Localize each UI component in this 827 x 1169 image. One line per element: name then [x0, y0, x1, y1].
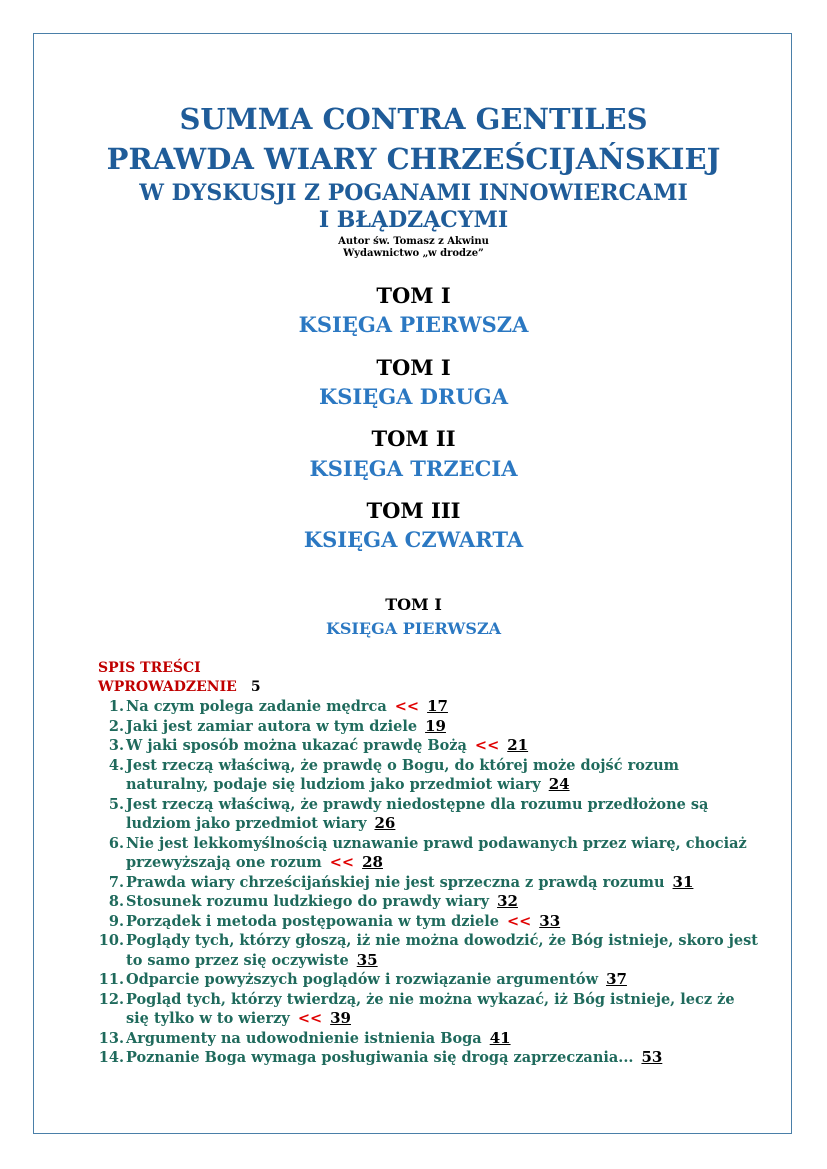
toc-item-title: Prawda wiary chrześcijańskiej nie jest sprzeczna z prawdą rozumu: [126, 873, 665, 891]
toc-item-title: W jaki sposób można ukazać prawdę Bożą: [126, 737, 467, 754]
toc-item[interactable]: [98, 756, 758, 795]
toc-item-title: Porządek i metoda postępowania w tym dziele: [126, 912, 499, 930]
toc-item-page-link[interactable]: 31: [672, 872, 694, 891]
toc-item[interactable]: [98, 892, 758, 912]
toc-item[interactable]: [98, 736, 758, 756]
toc-item-number: 8.: [108, 893, 124, 910]
toc-item-number: 4.: [108, 756, 124, 774]
toc-item-page-link[interactable]: 17: [427, 697, 448, 715]
toc-item[interactable]: [98, 990, 758, 1029]
toc-item-number: 11.: [98, 971, 124, 988]
toc-item-number: 1.: [108, 698, 124, 715]
toc-item-title: Poznanie Boga wymaga posługiwania się drogą zaprzeczania...: [126, 1049, 634, 1066]
volume-4-book[interactable]: KSIĘGA CZWARTA: [303, 527, 524, 552]
toc-intro-label: WPROWADZENIE: [98, 679, 237, 695]
volume-1-tom: TOM I: [376, 283, 451, 308]
toc-item[interactable]: [98, 912, 758, 932]
toc-item-title: Argumenty na udowodnienie istnienia Boga: [126, 1029, 482, 1047]
toc-item-page-link[interactable]: 39: [330, 1009, 351, 1027]
volume-3-book[interactable]: KSIĘGA TRZECIA: [309, 456, 518, 481]
toc-item-number: 3.: [108, 737, 124, 754]
toc-item-number: 10.: [98, 932, 124, 949]
toc-list: [98, 697, 758, 1068]
toc-item-page-link[interactable]: 41: [489, 1028, 511, 1047]
volume-2-tom: TOM I: [376, 355, 451, 380]
toc-item-number: 9.: [108, 912, 124, 930]
title-line-3: W DYSKUSJI Z POGANAMI INNOWIERCAMI: [139, 180, 688, 206]
toc-item-title: Na czym polega zadanie mędrca: [126, 698, 387, 715]
toc-item-title: Jest rzeczą właściwą, że prawdę o Bogu, do której może dojść rozum naturalny, podaje się ludziom jako przedmiot wiary: [126, 756, 680, 793]
toc-item-page-link[interactable]: 33: [539, 911, 561, 930]
toc-item[interactable]: [98, 931, 758, 970]
toc-item-number: 7.: [108, 873, 124, 891]
toc-item-page-link[interactable]: 26: [374, 814, 396, 832]
toc-item[interactable]: [98, 795, 758, 834]
volume-4-tom: TOM III: [366, 498, 461, 523]
toc-item-title: Jest rzeczą właściwą, że prawdy niedostępne dla rozumu przedłożone są ludziom jako przedmiot wiary: [126, 795, 709, 832]
back-link-icon[interactable]: <<: [394, 698, 420, 715]
title-line-2: PRAWDA WIARY CHRZEŚCIJAŃSKIEJ: [106, 142, 721, 176]
toc-item[interactable]: [98, 717, 758, 737]
toc-item-page-link[interactable]: 19: [425, 716, 446, 735]
volume-1-book[interactable]: KSIĘGA PIERWSZA: [298, 312, 529, 337]
toc-item-page-link[interactable]: 24: [548, 775, 570, 793]
toc-intro-row[interactable]: [98, 678, 758, 697]
back-link-icon[interactable]: <<: [506, 912, 532, 930]
toc-item-number: 5.: [108, 795, 124, 813]
title-line-1: SUMMA CONTRA GENTILES: [179, 102, 648, 136]
table-of-contents: [98, 659, 758, 1068]
toc-item[interactable]: [98, 1048, 758, 1068]
toc-item-title: Odparcie powyższych poglądów i rozwiązanie argumentów: [126, 971, 599, 988]
toc-item-page-link[interactable]: 28: [362, 853, 383, 871]
toc-heading: SPIS TREŚCI: [98, 660, 201, 676]
toc-item[interactable]: [98, 970, 758, 990]
toc-item-title: Jaki jest zamiar autora w tym dziele: [126, 717, 418, 735]
toc-item[interactable]: [98, 1029, 758, 1049]
author-line: Autor św. Tomasz z Akwinu: [338, 236, 489, 247]
toc-item-page-link[interactable]: 53: [641, 1048, 663, 1066]
toc-item-number: 6.: [108, 834, 124, 852]
toc-item-title: Nie jest lekkomyślnością uznawanie prawd podawanych przez wiarę, chociaż przewyższają one rozum: [126, 834, 747, 871]
current-tom: TOM I: [385, 595, 442, 614]
volume-2-book[interactable]: KSIĘGA DRUGA: [319, 384, 508, 409]
toc-item-page-link[interactable]: 35: [356, 950, 378, 969]
toc-item-title: Pogląd tych, którzy twierdzą, że nie można wykazać, iż Bóg istnieje, lecz że się tylko w to wierzy: [126, 990, 735, 1027]
toc-item-page-link[interactable]: 37: [606, 970, 627, 988]
toc-item-page-link[interactable]: 21: [507, 736, 529, 754]
toc-item-number: 2.: [108, 717, 124, 735]
toc-item[interactable]: [98, 873, 758, 893]
toc-item-title: Poglądy tych, którzy głoszą, iż nie można dowodzić, że Bóg istnieje, skoro jest to samo przez się oczywiste: [126, 932, 758, 969]
toc-item-number: 14.: [98, 1049, 124, 1066]
title-line-4: I BŁĄDZĄCYMI: [318, 207, 509, 233]
back-link-icon[interactable]: <<: [329, 854, 355, 871]
back-link-icon[interactable]: <<: [297, 1010, 323, 1027]
toc-item-title: Stosunek rozumu ludzkiego do prawdy wiary: [126, 893, 490, 910]
toc-item[interactable]: [98, 834, 758, 873]
current-book: KSIĘGA PIERWSZA: [325, 619, 502, 638]
toc-item-number: 12.: [98, 990, 124, 1008]
toc-item[interactable]: [98, 697, 758, 717]
volume-3-tom: TOM II: [371, 426, 456, 451]
toc-intro-page[interactable]: 5: [250, 679, 261, 695]
toc-item-page-link[interactable]: 32: [497, 892, 518, 910]
back-link-icon[interactable]: <<: [474, 737, 500, 754]
publisher-line: Wydawnictwo „w drodze”: [343, 248, 484, 259]
toc-item-number: 13.: [98, 1029, 124, 1047]
